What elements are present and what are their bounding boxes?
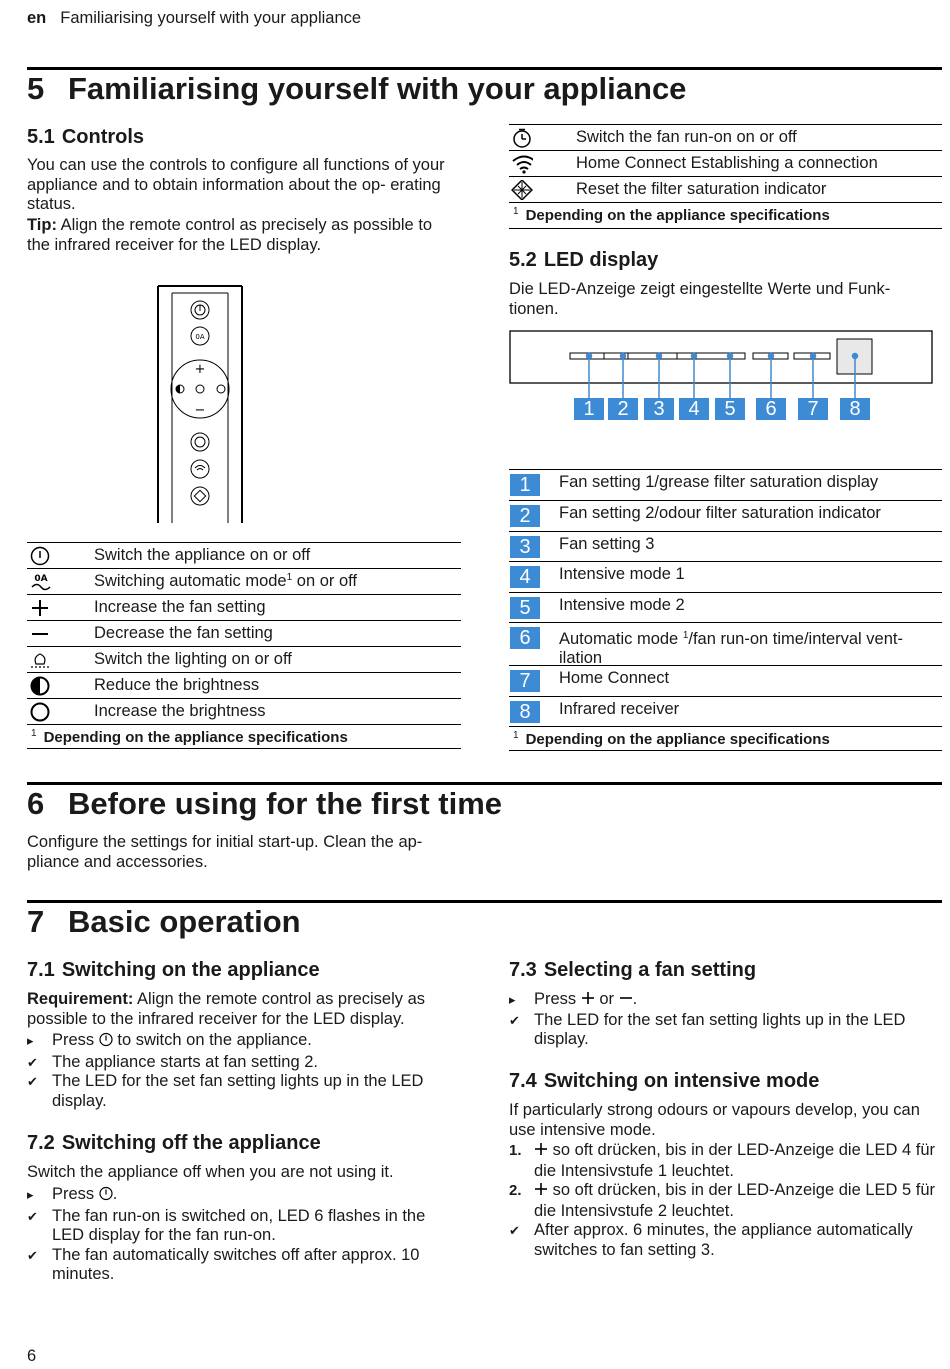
half-circle-icon — [29, 676, 51, 696]
table-footnote — [513, 206, 830, 224]
section-7-2-heading — [27, 1132, 321, 1155]
led-callout-4 — [679, 398, 709, 420]
list-item — [27, 1072, 459, 1111]
section-title: Familiarising yourself with your appliance — [68, 71, 687, 106]
table-row — [509, 623, 942, 666]
wifi-icon — [511, 154, 533, 174]
led-number: 6 — [756, 398, 786, 420]
step-text: or — [599, 990, 615, 1008]
step-text: Press — [52, 1031, 95, 1049]
led-number: 5 — [510, 597, 540, 619]
minus-icon — [619, 991, 633, 1011]
svg-text:0A: 0A — [34, 574, 48, 584]
section-6-body: Configure the settings for initial start-up. Clean the ap- pliance and accessories. — [27, 833, 423, 871]
control-text: Switching automatic mode — [94, 572, 287, 590]
controls-intro: You can use the controls to configure all functions of your appliance and to obtain information about the op- erating status. — [27, 156, 445, 213]
section-title: Switching on intensive mode — [543, 1070, 820, 1092]
step-text: Press — [52, 1185, 95, 1203]
footnote-mark: 1 — [513, 206, 519, 217]
section-number: 6 — [27, 786, 45, 821]
led-number: 5 — [715, 398, 745, 420]
tip-label: Tip: — [27, 216, 57, 234]
svg-text:+: + — [194, 362, 206, 377]
action-marker: ▸ — [27, 1033, 34, 1048]
language-code: en — [27, 9, 47, 27]
section-6-heading — [27, 786, 502, 822]
led-callout-2 — [608, 398, 638, 420]
step-text: so oft drücken, bis in der LED-Anzeige die LED 5 für die Intensivstufe 2 leuchtet. — [534, 1181, 936, 1220]
control-description: Reset the filter saturation indicator — [576, 180, 827, 198]
light-icon — [29, 650, 51, 670]
footnote-text: Depending on the appliance specifications — [525, 731, 830, 748]
control-description: Switch the appliance on or off — [94, 546, 311, 564]
table-row — [509, 151, 942, 177]
dpad-icon — [171, 360, 229, 418]
section-rule — [27, 782, 942, 785]
section-title: Selecting a fan setting — [543, 959, 757, 981]
list-item — [27, 1185, 459, 1207]
remote-control-illustration — [150, 283, 250, 528]
led-number: 2 — [510, 505, 540, 527]
step-text: After approx. 6 minutes, the appliance automatically switches to fan setting 3. — [534, 1221, 913, 1259]
footnote-mark: 1 — [513, 730, 519, 741]
plus-icon — [581, 991, 595, 1011]
table-row — [509, 562, 942, 593]
table-footnote-row — [27, 725, 461, 749]
table-row — [509, 125, 942, 151]
action-marker: ▸ — [509, 992, 516, 1007]
table-footnote-row — [509, 203, 942, 229]
switch-on-steps — [27, 1031, 459, 1111]
control-description: Reduce the brightness — [94, 676, 260, 694]
control-description: Decrease the fan setting — [94, 624, 273, 642]
list-item — [509, 1141, 939, 1181]
intensive-steps — [509, 1141, 939, 1260]
circle-icon — [29, 702, 51, 722]
led-description: Fan setting 2/odour filter saturation indicator — [559, 504, 881, 522]
section-title: Switching off the appliance — [61, 1132, 321, 1154]
step-text: The appliance starts at fan setting 2. — [52, 1052, 318, 1071]
timer-icon — [511, 128, 533, 148]
list-item — [509, 1011, 939, 1050]
led-callout-5 — [715, 398, 745, 420]
section-7-heading — [27, 904, 301, 940]
section-title: Before using for the first time — [68, 786, 503, 821]
led-number: 1 — [510, 474, 540, 496]
table-row — [509, 177, 942, 203]
section-number: 7.1 — [27, 959, 55, 981]
table-row — [509, 501, 942, 532]
led-table — [509, 469, 942, 751]
led-text-line2: ilation — [559, 649, 603, 667]
step-text: The LED for the set fan setting lights up in the LED display. — [52, 1072, 424, 1110]
control-description: Switch the fan run-on on or off — [576, 128, 797, 146]
section-7-1-heading — [27, 959, 320, 982]
tip-text: Align the remote control as precisely as possible to the infrared receiver for the LED display. — [27, 216, 433, 254]
section-rule — [27, 67, 942, 70]
section-5-heading — [27, 71, 686, 107]
list-item — [27, 1031, 459, 1053]
controls-table-right — [509, 124, 942, 229]
led-number: 3 — [644, 398, 674, 420]
result-marker: ✔ — [27, 1247, 38, 1263]
led-number: 7 — [510, 670, 540, 692]
led-description: Fan setting 1/grease filter saturation display — [559, 473, 879, 491]
control-description — [94, 572, 357, 591]
table-footnote — [513, 730, 830, 748]
step-text: Press — [534, 990, 577, 1008]
led-number: 4 — [679, 398, 709, 420]
controls-tip — [27, 216, 457, 255]
filter-icon — [511, 180, 533, 200]
led-number: 1 — [574, 398, 604, 420]
section-title: LED display — [543, 249, 659, 271]
section-5-1-heading — [27, 126, 144, 149]
power-icon — [99, 1186, 113, 1207]
step-text: . — [112, 1185, 118, 1203]
footnote-ref: 1 — [286, 572, 293, 583]
footnote-ref: 1 — [682, 630, 689, 641]
plus-icon — [534, 1142, 548, 1162]
led-number: 3 — [510, 536, 540, 558]
section-title: Controls — [61, 126, 145, 148]
footnote-mark: 1 — [31, 728, 37, 739]
result-marker: ✔ — [509, 1223, 520, 1238]
result-marker: ✔ — [27, 1208, 38, 1224]
table-row — [509, 697, 942, 727]
led-number: 4 — [510, 566, 540, 588]
step-number: 2. — [509, 1182, 522, 1199]
section-number: 7.2 — [27, 1132, 55, 1154]
auto-mode-icon — [191, 327, 209, 345]
control-description: Increase the brightness — [94, 702, 266, 720]
led-intro: Die LED-Anzeige zeigt eingestellte Werte und Funk- tionen. — [509, 280, 891, 318]
led-number: 8 — [510, 701, 540, 723]
step-text: The fan automatically switches off after approx. 10 minutes. — [52, 1245, 420, 1283]
list-item — [27, 1246, 459, 1285]
led-number: 8 — [840, 398, 870, 420]
led-callout-3 — [644, 398, 674, 420]
footnote-text: Depending on the appliance specifications — [525, 207, 830, 224]
led-callout-6 — [756, 398, 786, 420]
section-5-2-heading — [509, 249, 658, 272]
step-text: The fan run-on is switched on, LED 6 flashes in the LED display for the fan run-on. — [52, 1206, 426, 1244]
section-7-4-body: If particularly strong odours or vapours develop, you can use intensive mode. — [509, 1101, 920, 1139]
led-description: Home Connect — [559, 669, 670, 687]
led-number: 7 — [798, 398, 828, 420]
step-number: 1. — [509, 1142, 522, 1159]
table-row — [27, 595, 461, 621]
wifi-icon — [191, 460, 209, 478]
section-7-3-heading — [509, 959, 756, 982]
led-number: 6 — [510, 627, 540, 649]
section-number: 7.3 — [509, 959, 537, 981]
control-description: Switch the lighting on or off — [94, 650, 292, 668]
table-row — [509, 593, 942, 623]
controls-table-left — [27, 542, 461, 749]
list-item — [509, 1221, 939, 1260]
led-text: Automatic mode — [559, 630, 679, 648]
section-number: 5.1 — [27, 126, 55, 148]
led-description: Fan setting 3 — [559, 535, 655, 553]
step-text: The LED for the set fan setting lights up in the LED display. — [534, 1010, 906, 1048]
switch-off-steps — [27, 1185, 459, 1285]
power-icon — [191, 301, 209, 319]
table-row — [509, 666, 942, 697]
auto-mode-icon — [29, 572, 51, 592]
step-text: . — [632, 990, 638, 1008]
table-row — [509, 470, 942, 501]
timer-icon — [191, 433, 209, 451]
led-callout-1 — [574, 398, 604, 420]
action-marker: ▸ — [27, 1187, 34, 1202]
section-number: 5.2 — [509, 249, 537, 271]
table-row — [27, 569, 461, 595]
svg-text:−: − — [194, 403, 206, 418]
power-icon — [99, 1032, 113, 1053]
result-marker: ✔ — [27, 1074, 38, 1089]
running-header — [27, 9, 361, 28]
table-row — [27, 543, 461, 569]
led-description: Intensive mode 1 — [559, 565, 685, 583]
led-callout-7 — [798, 398, 828, 420]
requirement — [27, 990, 459, 1029]
table-footnote-row — [509, 727, 942, 751]
requirement-text: Align the remote control as precisely as possible to the infrared receiver for the LED display. — [27, 990, 426, 1028]
result-marker: ✔ — [509, 1012, 520, 1028]
table-row — [27, 699, 461, 725]
list-item — [27, 1053, 459, 1073]
table-footnote — [31, 728, 348, 746]
list-item — [509, 1181, 939, 1221]
fan-setting-steps — [509, 990, 939, 1050]
table-row — [27, 647, 461, 673]
minus-icon — [29, 624, 51, 644]
footnote-text: Depending on the appliance specifications — [43, 729, 348, 746]
table-row — [27, 621, 461, 647]
section-number: 7 — [27, 904, 45, 939]
requirement-label: Requirement: — [27, 990, 134, 1008]
led-callout-8 — [840, 398, 870, 420]
step-text: to switch on the appliance. — [117, 1031, 312, 1049]
list-item — [27, 1207, 459, 1246]
section-7-4-heading — [509, 1070, 819, 1093]
section-7-2-body: Switch the appliance off when you are not using it. — [27, 1163, 394, 1181]
section-rule — [27, 900, 942, 903]
control-description: Increase the fan setting — [94, 598, 266, 616]
section-title: Basic operation — [68, 904, 301, 939]
section-title: Switching on the appliance — [61, 959, 320, 981]
list-item — [509, 990, 939, 1011]
led-number: 2 — [608, 398, 638, 420]
running-header-title: Familiarising yourself with your appliance — [60, 9, 362, 27]
led-text-after: /fan run-on time/interval vent- — [688, 630, 903, 648]
led-description — [559, 626, 903, 668]
section-number: 5 — [27, 71, 45, 106]
svg-text:0A: 0A — [195, 333, 205, 341]
table-row — [509, 532, 942, 562]
power-icon — [29, 546, 51, 566]
section-number: 7.4 — [509, 1070, 537, 1092]
plus-icon — [534, 1182, 548, 1202]
control-description: Home Connect Establishing a connection — [576, 154, 878, 172]
step-text: so oft drücken, bis in der LED-Anzeige die LED 4 für die Intensivstufe 1 leuchtet. — [534, 1141, 936, 1180]
plus-icon — [29, 598, 51, 618]
led-description: Infrared receiver — [559, 700, 680, 718]
result-marker: ✔ — [27, 1054, 38, 1070]
page-number: 6 — [27, 1347, 37, 1365]
control-text-after: on or off — [296, 572, 358, 590]
table-row — [27, 673, 461, 699]
led-description: Intensive mode 2 — [559, 596, 685, 614]
filter-icon — [191, 487, 209, 505]
